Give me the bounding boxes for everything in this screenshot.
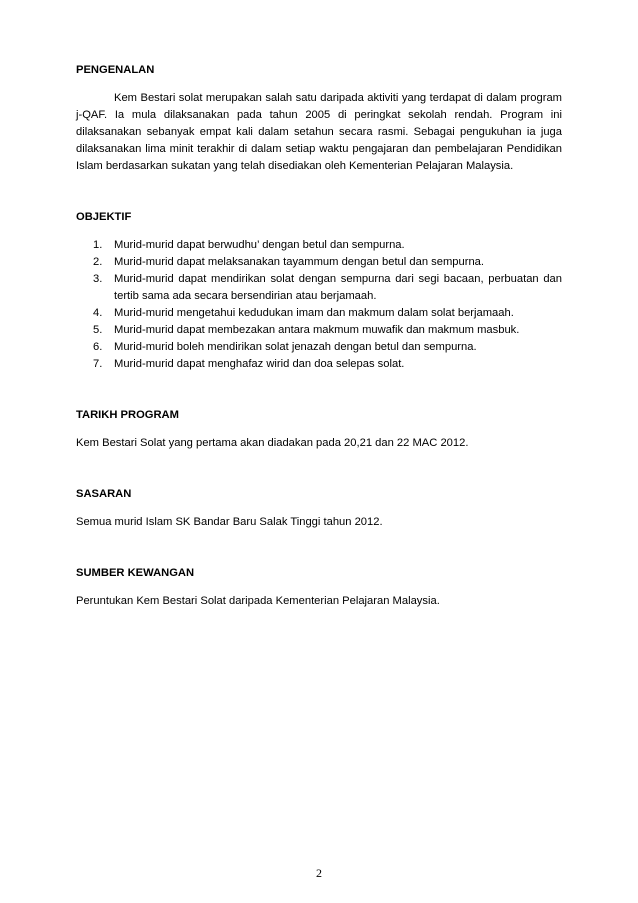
list-item [76, 254, 562, 271]
list-item-text: Murid-murid dapat membezakan antara makmum muwafik dan makmum masbuk. [114, 324, 520, 336]
list-item-number: 1. [93, 239, 103, 251]
heading-pengenalan: PENGENALAN [76, 64, 155, 76]
list-item-text: Murid-murid mengetahui kedudukan imam dan makmum dalam solat berjamaah. [114, 307, 514, 319]
list-item [76, 237, 562, 254]
list-item-text: Murid-murid dapat melaksanakan tayammum dengan betul dan sempurna. [114, 256, 485, 268]
document-content [76, 62, 562, 610]
paragraph-pengenalan: Kem Bestari solat merupakan salah satu daripada aktiviti yang terdapat di dalam program j-QAF. Ia mula dilaksanakan pada tahun 2005 di peringkat sekolah rendah. Program ini dilaksanakan sebanyak empat kali dalam setahun secara rasmi. Sebagai pengukuhan ia juga dilaksanakan lima minit terakhir di dalam setiap waktu pengajaran dan pembelajaran Pendidikan Islam berdasarkan sukatan yang telah disediakan oleh Kementerian Pelajaran Malaysia. [76, 92, 562, 172]
list-item-number: 5. [93, 324, 103, 336]
paragraph-tarikh-program: Kem Bestari Solat yang pertama akan diadakan pada 20,21 dan 22 MAC 2012. [76, 437, 469, 449]
objective-list [76, 237, 562, 373]
heading-sasaran: SASARAN [76, 488, 132, 500]
list-item [76, 339, 562, 356]
list-item [76, 322, 562, 339]
list-item-text: Murid-murid boleh mendirikan solat jenazah dengan betul dan sempurna. [114, 341, 477, 353]
list-item-number: 3. [93, 273, 103, 285]
list-item-number: 7. [93, 358, 103, 370]
heading-objektif: OBJEKTIF [76, 211, 132, 223]
list-item-number: 4. [93, 307, 103, 319]
paragraph-sasaran: Semua murid Islam SK Bandar Baru Salak Tinggi tahun 2012. [76, 516, 383, 528]
page-number: 2 [316, 866, 322, 880]
list-item [76, 356, 562, 373]
heading-sumber-kewangan: SUMBER KEWANGAN [76, 567, 195, 579]
list-item [76, 305, 562, 322]
list-item-number: 2. [93, 256, 103, 268]
list-item-text: Murid-murid dapat menghafaz wirid dan doa selepas solat. [114, 358, 405, 370]
list-item-text: Murid-murid dapat mendirikan solat dengan sempurna dari segi bacaan, perbuatan dan tertib sama ada secara bersendirian atau berjamaah. [114, 273, 562, 302]
heading-tarikh-program: TARIKH PROGRAM [76, 409, 179, 421]
list-item-number: 6. [93, 341, 103, 353]
list-item [76, 271, 562, 305]
list-item-text: Murid-murid dapat berwudhu’ dengan betul dan sempurna. [114, 239, 405, 251]
paragraph-sumber-kewangan: Peruntukan Kem Bestari Solat daripada Kementerian Pelajaran Malaysia. [76, 595, 440, 607]
